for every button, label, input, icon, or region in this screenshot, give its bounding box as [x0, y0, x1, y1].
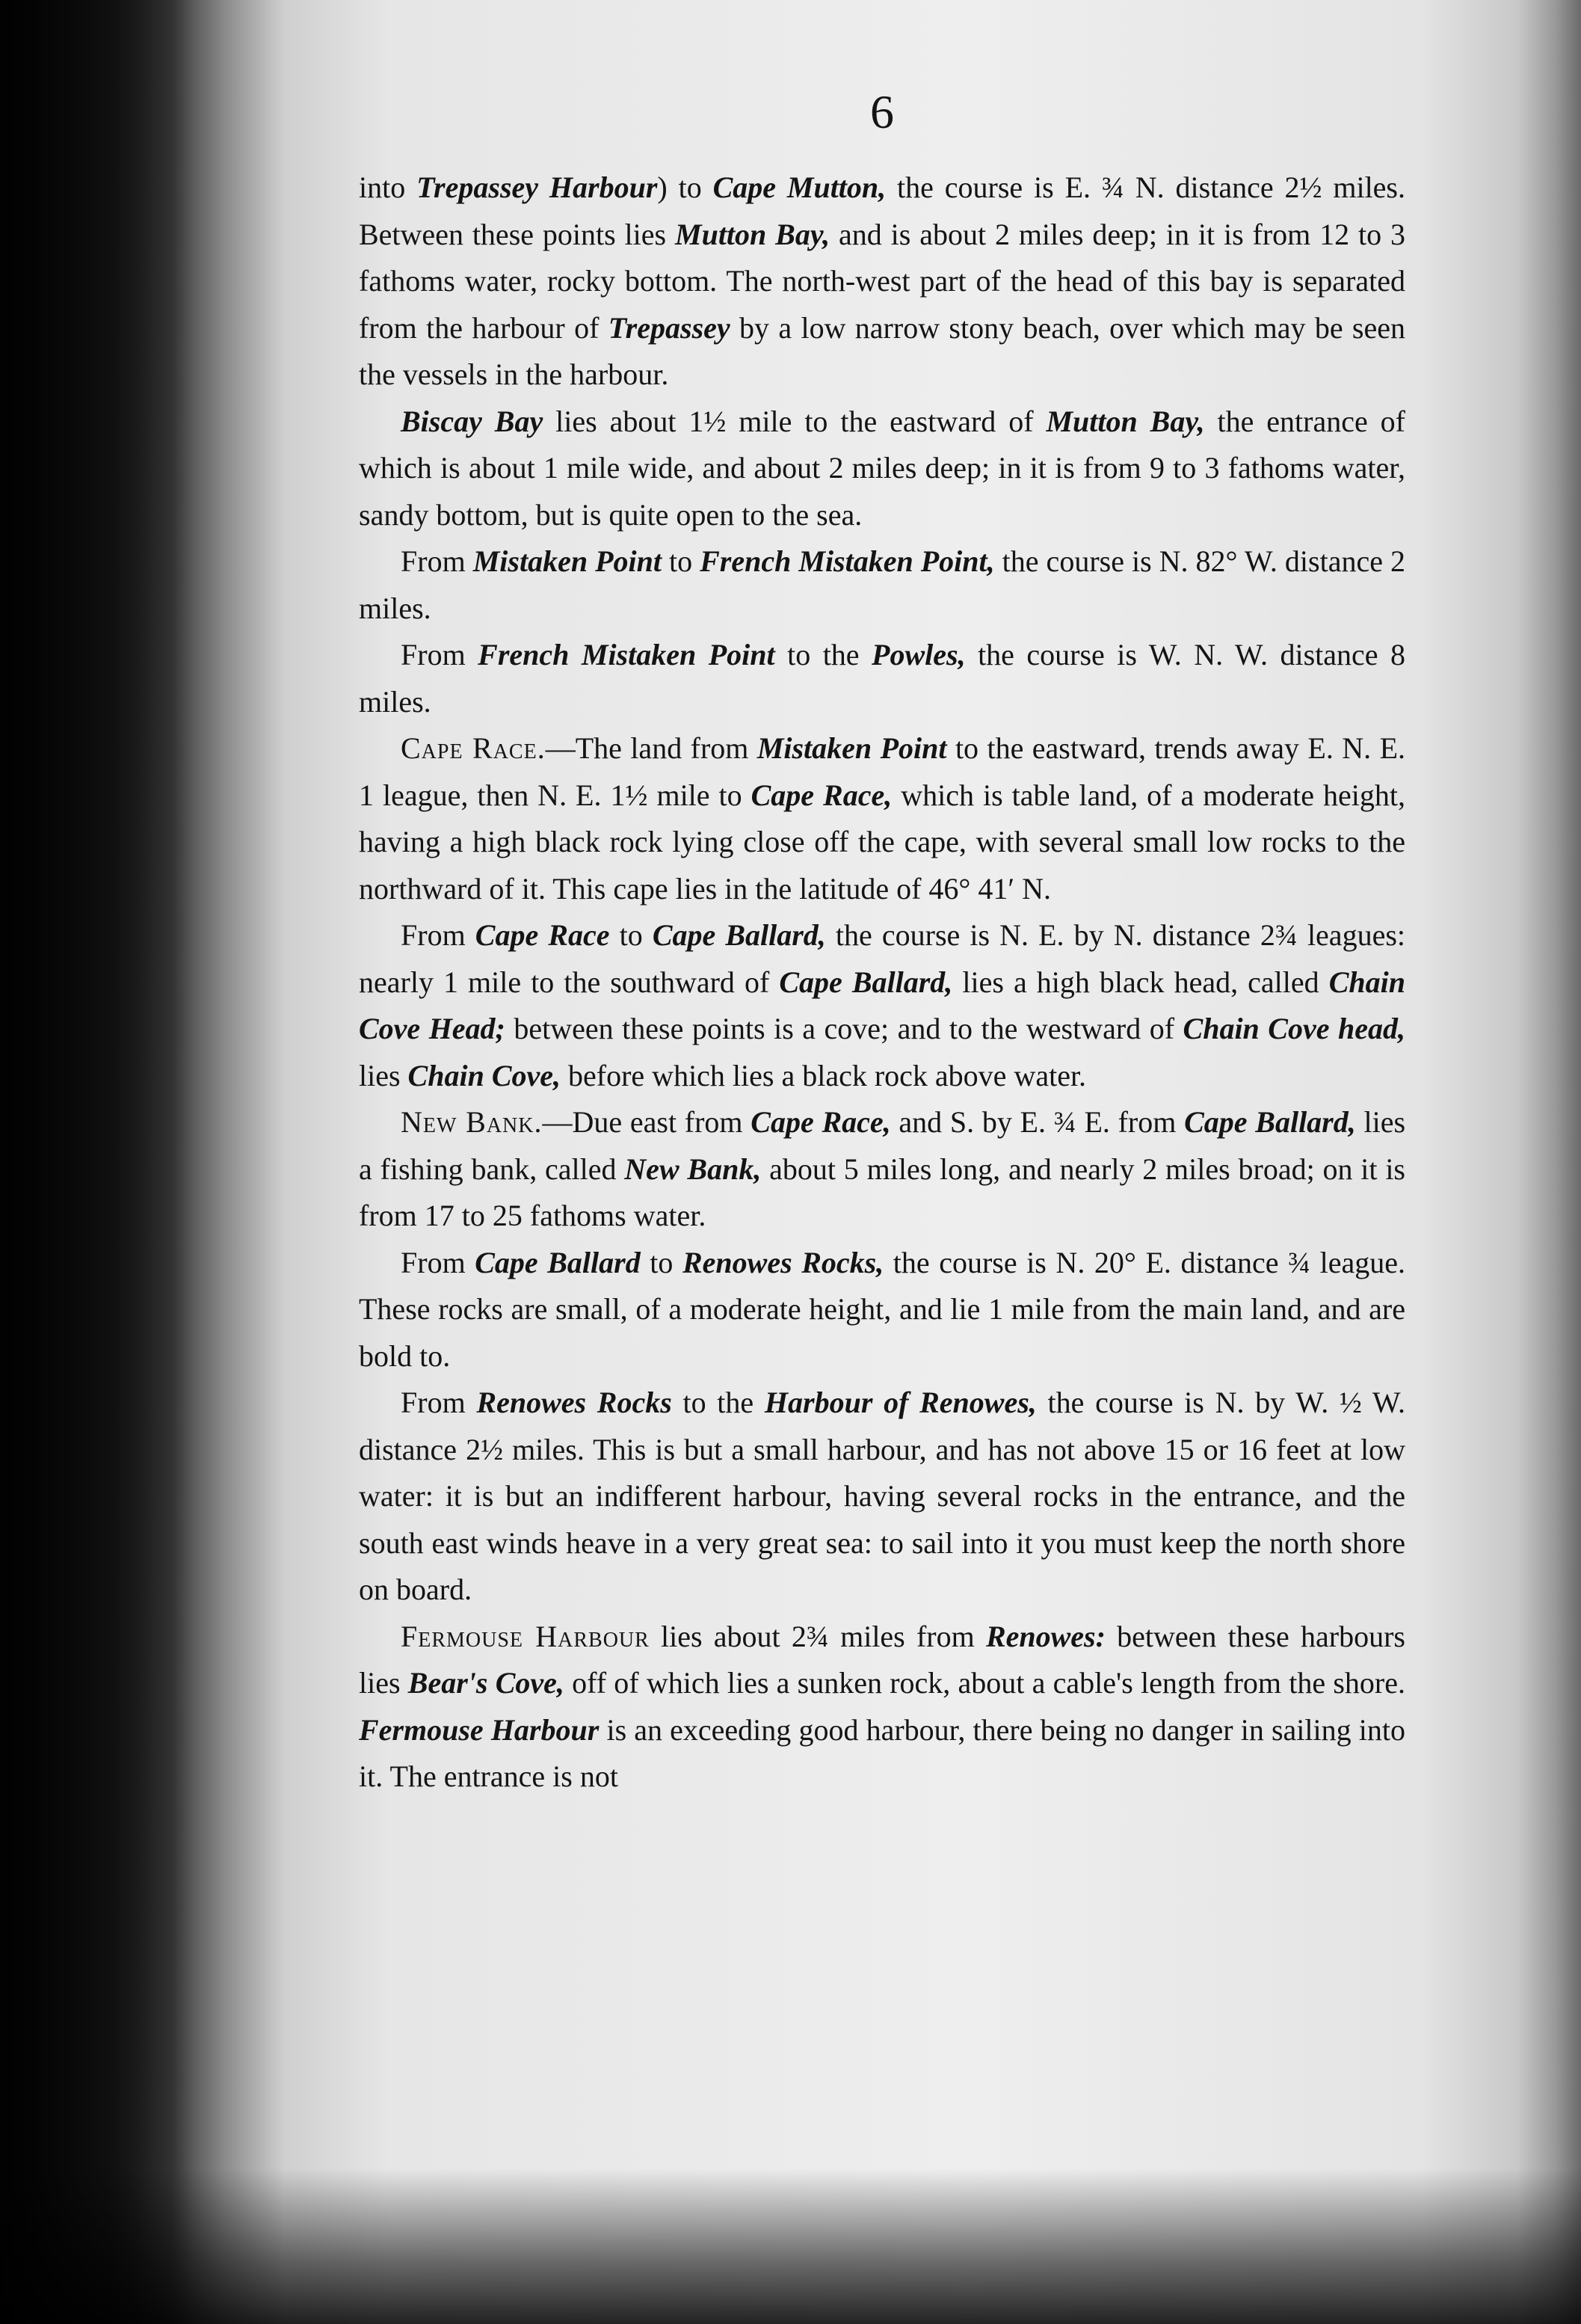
text-run: the course is W. N. W. distance 8 miles.: [359, 638, 1405, 719]
italic-name: Cape Race,: [751, 1105, 891, 1139]
italic-name: Cape Ballard,: [779, 965, 953, 999]
italic-name: Cape Mutton,: [712, 170, 887, 204]
italic-name: Renowes Rocks,: [682, 1245, 884, 1279]
text-run: before which lies a black rock above water.: [561, 1058, 1087, 1092]
page-number: 6: [870, 85, 894, 138]
italic-name: Cape Race,: [751, 778, 893, 812]
text-run: the course is N. 20° E. distance ¾ league. These rocks are small, of a moderate height, and lie 1 mile from the main land, and are bold to.: [359, 1245, 1406, 1373]
text-run: to the: [671, 1386, 765, 1419]
text-run: by a low narrow stony beach, over which may be seen the vessels in the harbour.: [359, 310, 1405, 391]
italic-name: Powles,: [872, 638, 966, 671]
italic-name: Cape Ballard,: [652, 918, 826, 952]
text-run: the course is N. by W. ½ W. distance 2½ miles. This is but a small harbour, and has not above 15 or 16 feet at low water: it is but an indifferent harbour, having several rocks in the entrance, and the south east winds heave in a very great sea: to sail into it you must keep the north shore on board.: [359, 1386, 1405, 1606]
text-run: between these harbours lies: [359, 1619, 1405, 1700]
text-run: —The land from: [545, 731, 757, 765]
italic-name: Cape Ballard,: [1184, 1105, 1356, 1139]
text-run: is an exceeding good harbour, there being no danger in sailing into it. The entrance is not: [359, 1712, 1405, 1793]
page-content: [359, 82, 1405, 1801]
paragraph: [359, 1380, 1405, 1614]
text-run: From: [401, 638, 478, 671]
text-run: to: [609, 918, 653, 952]
paragraph: [359, 399, 1405, 539]
italic-name: Mutton Bay,: [675, 217, 830, 251]
text-run: to: [661, 544, 700, 578]
italic-name: Cape Race: [475, 918, 610, 952]
section-heading: New Bank.: [401, 1105, 543, 1139]
text-run: lies about 1½ mile to the eastward of: [543, 404, 1047, 438]
bottom-edge-shadow: [0, 2168, 1581, 2324]
italic-name: Renowes Rocks: [476, 1386, 672, 1419]
paragraph: [359, 725, 1405, 912]
italic-name: Biscay Bay: [401, 404, 543, 438]
italic-name: Renowes:: [985, 1619, 1106, 1653]
paragraph: [359, 1240, 1405, 1380]
text-run: the course is E. ¾ N. distance 2½ miles. Between these points lies: [359, 170, 1406, 251]
text-run: the course is N. 82° W. distance 2 miles.: [359, 544, 1405, 625]
italic-name: New Bank,: [624, 1152, 762, 1186]
text-run: lies about 2¾ miles from: [649, 1619, 986, 1653]
text-run: lies: [359, 1058, 408, 1092]
text-run: From: [401, 918, 475, 952]
text-run: which is table land, of a moderate height, having a high black rock lying close off the cape, with several small low rocks to the northward of it. This cape lies in the latitude of 46° 41′ N.: [359, 778, 1405, 906]
italic-name: Chain Cove Head;: [359, 965, 1406, 1045]
text-run: the course is N. E. by N. distance 2¾ leagues: nearly 1 mile to the southward of: [359, 918, 1405, 999]
text-run: From: [401, 1386, 477, 1419]
text-run: ) to: [657, 170, 713, 204]
text-run: to the eastward, trends away E. N. E. 1 league, then N. E. 1½ mile to: [359, 731, 1406, 812]
text-run: lies a high black head, called: [952, 965, 1329, 999]
text-run: From: [401, 544, 473, 578]
italic-name: Trepassey: [608, 310, 730, 345]
text-run: From: [401, 1245, 475, 1279]
italic-name: Chain Cove head,: [1183, 1012, 1405, 1045]
italic-name: Chain Cove,: [407, 1058, 561, 1092]
paragraph: [359, 1099, 1405, 1240]
binding-shadow: [0, 0, 194, 2324]
italic-name: Fermouse Harbour: [359, 1712, 600, 1747]
text-run: about 5 miles long, and nearly 2 miles broad; on it is from 17 to 25 fathoms water.: [359, 1152, 1405, 1232]
italic-name: Trepassey Harbour: [416, 170, 658, 204]
text-run: and is about 2 miles deep; in it is from 12 to 3 fathoms water, rocky bottom. The north-west part of the head of this bay is separated from the harbour of: [359, 217, 1406, 345]
paragraph: [359, 165, 1405, 399]
text-run: —Due east from: [542, 1105, 751, 1139]
text-run: and S. by E. ¾ E. from: [890, 1105, 1185, 1139]
italic-name: Harbour of Renowes,: [764, 1386, 1037, 1419]
italic-name: Cape Ballard: [475, 1245, 641, 1279]
body-text: [359, 165, 1405, 1801]
paragraph: [359, 1614, 1405, 1801]
text-run: the entrance of which is about 1 mile wide, and about 2 miles deep; in it is from 9 to 3 fathoms water, sandy bottom, but is quite open to the sea.: [359, 404, 1405, 532]
italic-name: Bear's Cove,: [407, 1666, 564, 1700]
italic-name: Mistaken Point: [756, 731, 947, 765]
text-run: lies a fishing bank, called: [359, 1105, 1406, 1186]
paragraph: [359, 538, 1405, 632]
text-run: to: [640, 1245, 682, 1279]
section-heading: Cape Race.: [401, 731, 546, 765]
text-run: to the: [774, 638, 872, 671]
text-run: between these points is a cove; and to the westward of: [505, 1012, 1183, 1045]
italic-name: French Mistaken Point: [478, 638, 775, 671]
italic-name: French Mistaken Point,: [700, 544, 995, 578]
paragraph: [359, 632, 1405, 725]
text-run: off of which lies a sunken rock, about a cable's length from the shore.: [564, 1666, 1405, 1700]
italic-name: Mistaken Point: [472, 544, 662, 578]
text-run: into: [359, 170, 417, 204]
italic-name: Mutton Bay,: [1046, 404, 1205, 438]
section-heading: Fermouse Harbour: [401, 1619, 650, 1653]
paragraph: [359, 912, 1405, 1099]
